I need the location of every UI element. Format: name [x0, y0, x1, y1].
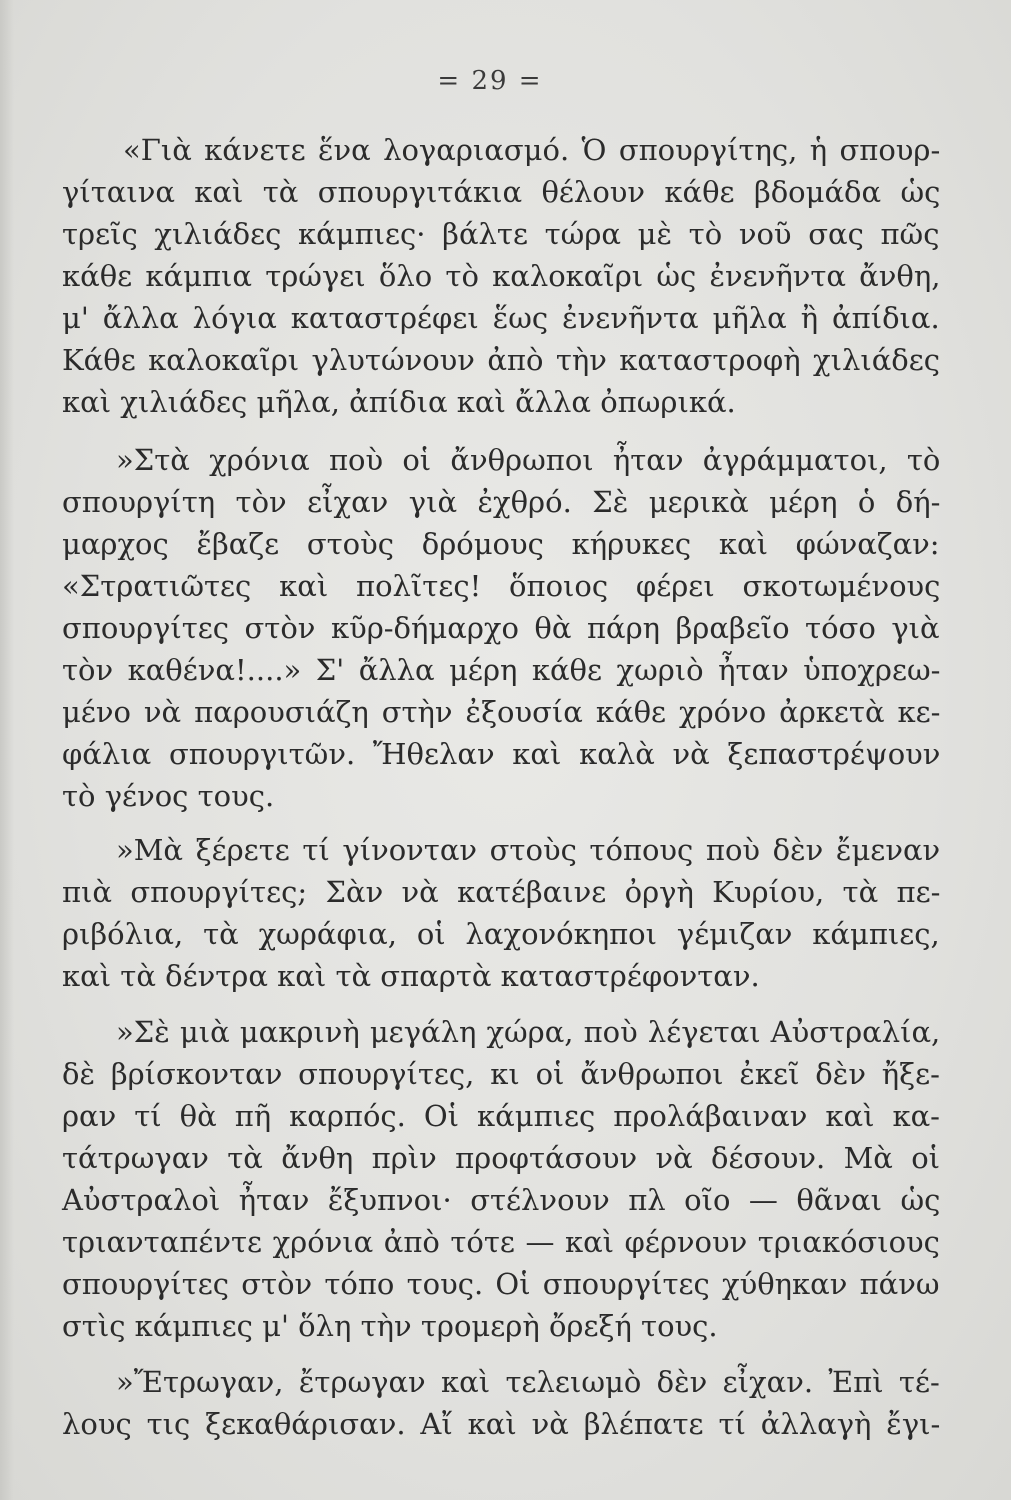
text-line: τὸν καθένα!....» Σ' ἄλλα μέρη κάθε χωριὸ ἦταν ὑποχρεω- [62, 653, 941, 687]
text-line: μένο νὰ παρουσιάζη στὴν ἐξουσία κάθε χρόνο ἀρκετὰ κε- [62, 695, 941, 729]
text-line: »Σὲ μιὰ μακρινὴ μεγάλη χώρα, ποὺ λέγεται Αὐστραλία, [116, 1015, 941, 1049]
text-line: Κάθε καλοκαῖρι γλυτώνουν ἀπὸ τὴν καταστροφὴ χιλιάδες [62, 343, 941, 377]
text-line: σπουργίτες στὸν κῦρ-δήμαρχο θὰ πάρη βραβεῖο τόσο γιὰ [62, 611, 940, 645]
text-line: πιὰ σπουργίτες; Σὰν νὰ κατέβαινε ὀργὴ Κυρίου, τὰ πε- [62, 875, 941, 909]
text-line: σπουργίτη τὸν εἶχαν γιὰ ἐχθρό. Σὲ μερικὰ μέρη ὁ δή- [62, 485, 941, 519]
text-line: Αὐστραλοὶ ἦταν ἔξυπνοι· στέλνουν πλ οῖο — θᾶναι ὡς [62, 1183, 941, 1217]
page-number: = 29 = [437, 66, 543, 96]
text-line: γίταινα καὶ τὰ σπουργιτάκια θέλουν κάθε βδομάδα ὡς [62, 175, 941, 209]
text-line: κάθε κάμπια τρώγει ὅλο τὸ καλοκαῖρι ὡς ἐνενῆντα ἄνθη, [62, 259, 941, 293]
text-line: καὶ τὰ δέντρα καὶ τὰ σπαρτὰ καταστρέφονταν. [62, 959, 760, 993]
text-line: μαρχος ἔβαζε στοὺς δρόμους κήρυκες καὶ φώναζαν: [62, 527, 940, 561]
text-line: τριανταπέντε χρόνια ἀπὸ τότε — καὶ φέρνουν τριακόσιους [62, 1225, 940, 1259]
text-line: μ' ἄλλα λόγια καταστρέφει ἕως ἐνενῆντα μῆλα ἢ ἀπίδια. [62, 301, 940, 335]
text-line: δὲ βρίσκονταν σπουργίτες, κι οἱ ἄνθρωποι ἐκεῖ δὲν ἤξε- [62, 1057, 940, 1091]
text-line: σπουργίτες στὸν τόπο τους. Οἱ σπουργίτες χύθηκαν πάνω [62, 1267, 940, 1301]
text-line: τάτρωγαν τὰ ἄνθη πρὶν προφτάσουν νὰ δέσουν. Μὰ οἱ [62, 1141, 941, 1175]
text-line: »Μὰ ξέρετε τί γίνονταν στοὺς τόπους ποὺ δὲν ἔμεναν [116, 833, 941, 867]
page-edge-shadow [0, 0, 14, 1500]
text-line: τρεῖς χιλιάδες κάμπιες· βάλτε τώρα μὲ τὸ νοῦ σας πῶς [62, 217, 940, 251]
text-line: στὶς κάμπιες μ' ὅλη τὴν τρομερὴ ὄρεξή τους. [62, 1309, 718, 1343]
text-line: τὸ γένος τους. [62, 779, 275, 813]
text-line: »Ἔτρωγαν, ἔτρωγαν καὶ τελειωμὸ δὲν εἶχαν. Ἐπὶ τέ- [116, 1365, 940, 1399]
text-line: φάλια σπουργιτῶν. Ἤθελαν καὶ καλὰ νὰ ξεπαστρέψουν [62, 737, 941, 771]
text-line: »Στὰ χρόνια ποὺ οἱ ἄνθρωποι ἦταν ἀγράμματοι, τὸ [116, 443, 941, 477]
text-line: «Στρατιῶτες καὶ πολῖτες! ὅποιος φέρει σκοτωμένους [62, 569, 941, 603]
text-line: λους τις ξεκαθάρισαν. Αἴ καὶ νὰ βλέπατε τί ἀλλαγὴ ἔγι- [62, 1407, 941, 1441]
text-line: ριβόλια, τὰ χωράφια, οἱ λαχονόκηποι γέμιζαν κάμπιες, [62, 917, 940, 951]
text-line: καὶ χιλιάδες μῆλα, ἀπίδια καὶ ἄλλα ὀπωρικά. [62, 385, 736, 419]
text-line: ραν τί θὰ πῆ καρπός. Οἱ κάμπιες προλάβαιναν καὶ κα- [62, 1099, 940, 1133]
text-line: «Γιὰ κάνετε ἕνα λογαριασμό. Ὁ σπουργίτης, ἡ σπουρ- [123, 133, 941, 167]
